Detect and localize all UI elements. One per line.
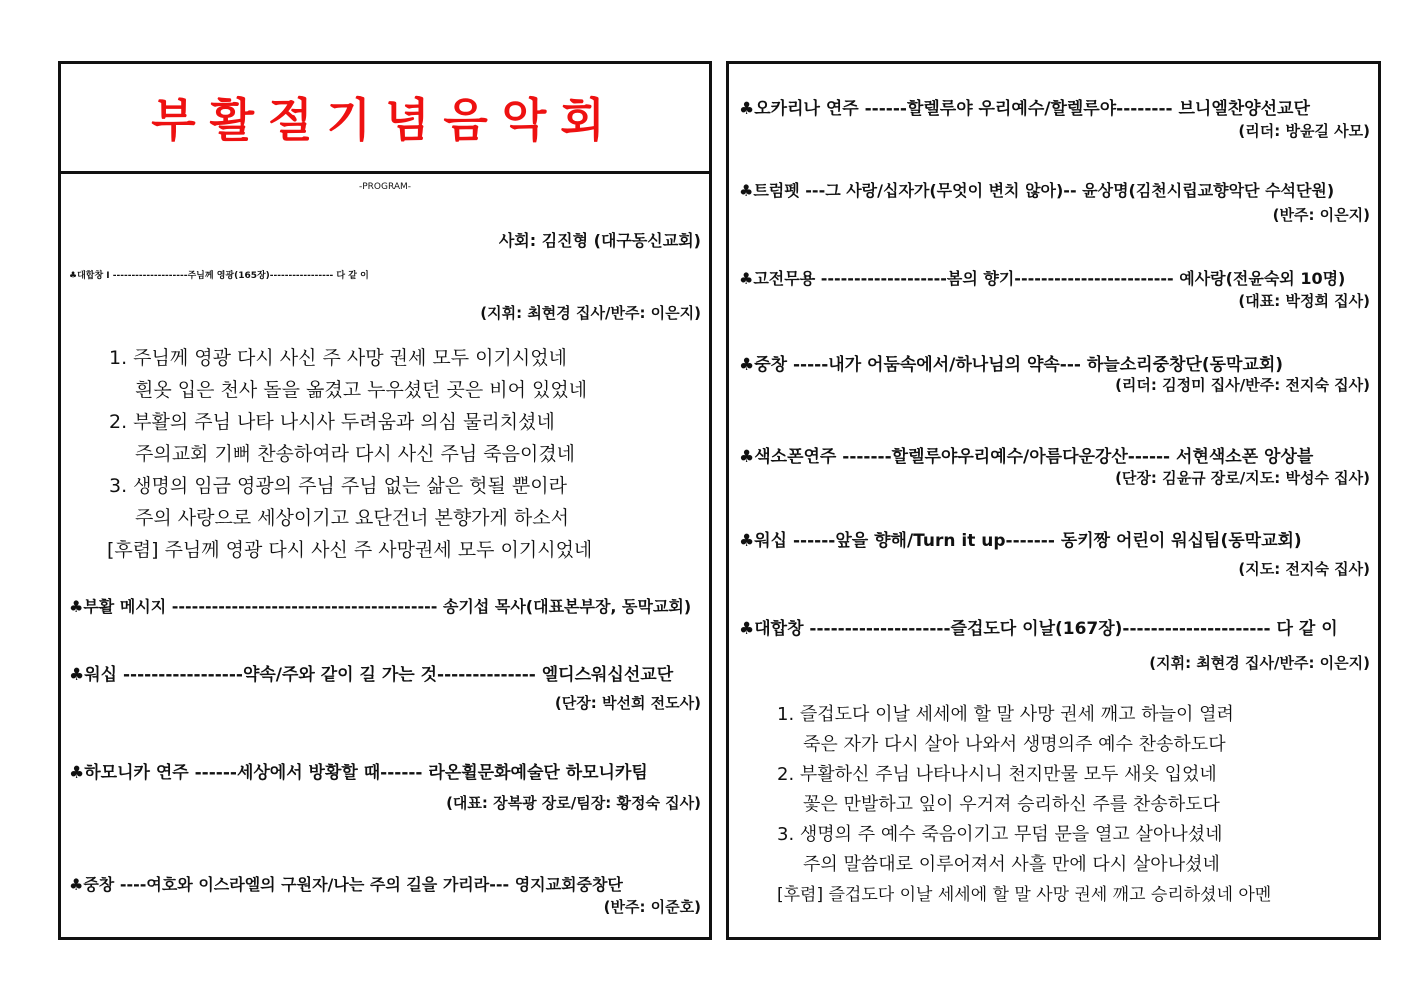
program-item-ensemble-1-credit: (반주: 이준호)	[603, 898, 701, 916]
program-item-dance-credit: (대표: 박정희 집사)	[1238, 292, 1370, 310]
program-item-ensemble-2: ♣중창 -----내가 어둠속에서/하나님의 약속--- 하늘소리중창단(동막교회)	[739, 355, 1284, 375]
lyric-line: 주의 사랑으로 세상이기고 요단건너 본향가게 하소서	[135, 507, 569, 529]
lyric-line: 1. 주님께 영광 다시 사신 주 사망 권세 모두 이기시었네	[109, 347, 567, 369]
lyric-line: 흰옷 입은 천사 돌을 옮겼고 누우셨던 곳은 비어 있었네	[135, 379, 588, 401]
lyric-line: 주의 말씀대로 이루어져서 사흘 만에 다시 살아나셨네	[803, 854, 1220, 875]
title-box	[61, 64, 709, 174]
lyric-line: 죽은 자가 다시 살아 나와서 생명의주 예수 찬송하도다	[803, 734, 1226, 755]
program-item-trumpet: ♣트럼펫 ---그 사랑/십자가(무엇이 변치 않아)-- 윤상명(김천시립교향악단 수석단원)	[739, 181, 1335, 200]
lyric-line: 주의교회 기뻐 찬송하여라 다시 사신 주님 죽음이겼네	[135, 443, 576, 465]
program-item-ocarina: ♣오카리나 연주 ------할렐루야 우리예수/할렐루야-------- 브니엘찬양선교단	[739, 99, 1310, 119]
program-item-ensemble-1: ♣중창 ----여호와 이스라엘의 구원자/나는 주의 길을 가리라--- 영지교회중창단	[69, 875, 623, 894]
page-title: 부활절기념음악회	[151, 93, 619, 147]
mc-line: 사회: 김진형 (대구동신교회)	[498, 231, 701, 250]
program-label: -PROGRAM-	[358, 182, 412, 192]
program-item-ocarina-credit: (리더: 방윤길 사모)	[1238, 122, 1370, 140]
program-item-message: ♣부활 메시지 ---------------------------------------- 송기섭 목사(대표본부장, 동막교회)	[69, 597, 692, 616]
program-item-worship-1-credit: (단장: 박선희 전도사)	[554, 694, 701, 712]
lyric-line: 2. 부활하신 주님 나타나시니 천지만물 모두 새옷 입었네	[777, 764, 1217, 785]
lyric-line: 2. 부활의 주님 나타 나시사 두려움과 의심 물리치셨네	[109, 411, 555, 433]
hymn-165-lyrics	[109, 342, 592, 566]
left-panel	[58, 61, 712, 940]
program-item-choir-1-credit: (지휘: 최현경 집사/반주: 이은지)	[480, 304, 701, 322]
lyric-line: 3. 생명의 주 예수 죽음이기고 무덤 문을 열고 살아나셨네	[777, 824, 1223, 845]
program-item-ensemble-2-credit: (리더: 김정미 집사/반주: 전지숙 집사)	[1115, 376, 1370, 394]
program-item-choir-2-credit: (지휘: 최현경 집사/반주: 이은지)	[1149, 654, 1370, 672]
lyric-line: [후렴] 즐겁도다 이날 세세에 할 말 사망 권세 깨고 승리하셨네 아멘	[777, 885, 1272, 905]
program-item-choir-1: ♣대합창 Ⅰ --------------------주님께 영광(165장)----------------- 다 같 이	[69, 271, 369, 281]
program-item-worship-2: ♣워십 ------앞을 향해/Turn it up------- 동키짱 어린이 워십팀(동막교회)	[739, 531, 1302, 551]
hymn-167-lyrics	[777, 700, 1271, 910]
program-item-dance: ♣고전무용 -------------------봄의 향기------------------------ 예사랑(전윤숙외 10명)	[739, 269, 1346, 288]
program-item-saxophone-credit: (단장: 김윤규 장로/지도: 박성수 집사)	[1115, 469, 1370, 487]
lyric-line: 3. 생명의 임금 영광의 주님 주님 없는 삶은 헛될 뿐이라	[109, 475, 567, 497]
lyric-line: 꽃은 만발하고 잎이 우거져 승리하신 주를 찬송하도다	[803, 794, 1220, 815]
right-panel	[726, 61, 1381, 940]
lyric-line: 1. 즐겁도다 이날 세세에 할 말 사망 권세 깨고 하늘이 열려	[777, 704, 1234, 725]
program-item-harmonica: ♣하모니카 연주 ------세상에서 방황할 때------ 라온휠문화예술단 하모니카팀	[69, 763, 648, 783]
program-item-saxophone: ♣색소폰연주 -------할렐루야우리예수/아름다운강산------ 서현색소폰 앙상블	[739, 447, 1314, 467]
program-item-worship-2-credit: (지도: 전지숙 집사)	[1238, 560, 1370, 578]
program-item-worship-1: ♣워십 -----------------약속/주와 같이 길 가는 것-------------- 엘디스워십선교단	[69, 665, 674, 685]
program-item-harmonica-credit: (대표: 장복광 장로/팀장: 황정숙 집사)	[446, 794, 701, 812]
program-item-choir-2: ♣대합창 --------------------즐겁도다 이날(167장)--------------------- 다 같 이	[739, 619, 1338, 639]
program-item-trumpet-credit: (반주: 이은지)	[1272, 206, 1370, 224]
lyric-line: [후렴] 주님께 영광 다시 사신 주 사망권세 모두 이기시었네	[107, 539, 593, 561]
